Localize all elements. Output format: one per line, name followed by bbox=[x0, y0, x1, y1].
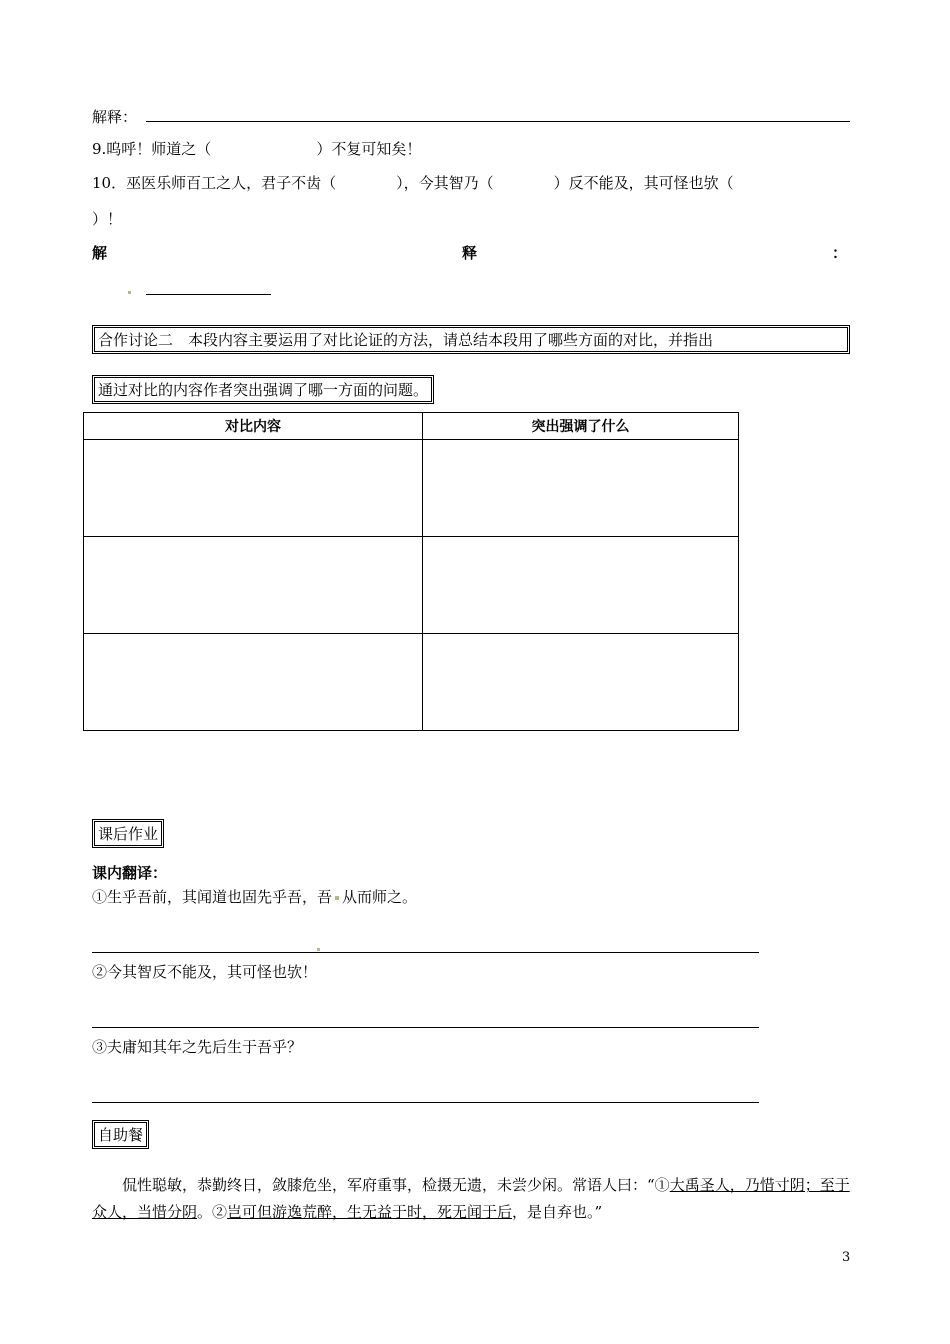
buffet-paragraph bbox=[92, 1172, 850, 1226]
table-cell[interactable] bbox=[84, 440, 423, 537]
table-row bbox=[84, 537, 739, 634]
buffet-underlined-1: 大禹圣人，乃惜寸阴；至于众人，当惜分阴 bbox=[92, 1176, 850, 1221]
table-cell[interactable] bbox=[423, 634, 739, 731]
comparison-table bbox=[83, 412, 739, 731]
table-row bbox=[84, 440, 739, 537]
table-header-comparison: 对比内容 bbox=[84, 413, 423, 440]
spaced-explain-char-2: 释 bbox=[462, 244, 478, 262]
spaced-explain-char-1: 解 bbox=[92, 244, 108, 262]
translation-line-2 bbox=[92, 1027, 759, 1028]
buffet-title: 自助餐 bbox=[92, 1120, 149, 1149]
explain-label: 解释： bbox=[92, 108, 138, 126]
sentence-1-part-a: ①生乎吾前，其闻道也固先乎吾，吾 bbox=[92, 888, 333, 906]
stray-dot bbox=[317, 948, 320, 951]
discussion-box-1: 合作讨论二 本段内容主要运用了对比论证的方法，请总结本段用了哪些方面的对比，并指出 bbox=[92, 325, 850, 354]
buffet-text-a: 侃性聪敏，恭勤终日，敛膝危坐，军府重事，检摄无遗，未尝少闲。常语人曰：“① bbox=[122, 1176, 670, 1194]
stray-dot bbox=[335, 896, 339, 900]
table-cell[interactable] bbox=[423, 440, 739, 537]
buffet-underlined-2: 岂可但游逸荒醉，生无益于时，死无闻于后 bbox=[227, 1203, 513, 1221]
short-answer-line bbox=[146, 294, 271, 295]
translation-sentence-1 bbox=[92, 886, 417, 907]
table-cell[interactable] bbox=[84, 634, 423, 731]
buffet-text-c: ，是自弃也。” bbox=[512, 1203, 603, 1221]
question-10-line2: ）！ bbox=[92, 210, 123, 228]
spaced-explain-char-3: ： bbox=[832, 244, 848, 262]
translation-line-3 bbox=[92, 1102, 759, 1103]
table-row bbox=[84, 634, 739, 731]
translation-sentence-2: ②今其智反不能及，其可怪也欤！ bbox=[92, 963, 318, 981]
question-9: 9.呜呼！师道之（ ）不复可知矣！ bbox=[92, 140, 422, 158]
answer-line bbox=[146, 121, 850, 122]
table-cell[interactable] bbox=[84, 537, 423, 634]
question-10-line1: 10．巫医乐师百工之人，君子不齿（ ），今其智乃（ ）反不能及，其可怪也欤（ bbox=[92, 174, 734, 192]
buffet-text-b: 。② bbox=[197, 1203, 228, 1221]
discussion-box-2: 通过对比的内容作者突出强调了哪一方面的问题。 bbox=[92, 375, 434, 404]
stray-dot bbox=[128, 291, 131, 294]
table-header-emphasis: 突出强调了什么 bbox=[423, 413, 739, 440]
homework-title: 课后作业 bbox=[92, 819, 164, 848]
translation-sentence-3: ③夫庸知其年之先后生于吾乎？ bbox=[92, 1038, 303, 1056]
translation-line-1 bbox=[92, 952, 759, 953]
table-cell[interactable] bbox=[423, 537, 739, 634]
sentence-1-part-b: 从而师之。 bbox=[342, 888, 418, 906]
page-number: 3 bbox=[842, 1250, 851, 1265]
homework-subtitle: 课内翻译： bbox=[92, 864, 168, 882]
